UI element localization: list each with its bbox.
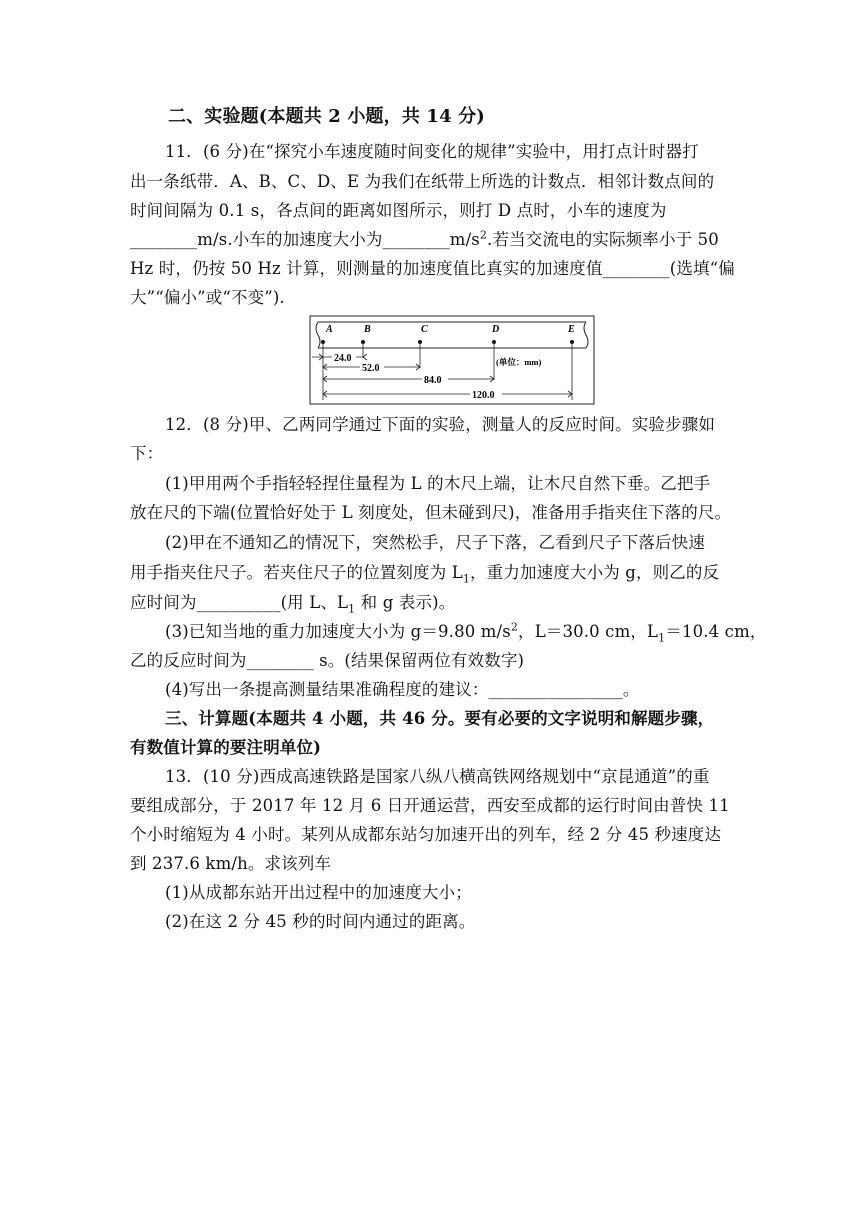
point-label-c: C bbox=[421, 324, 428, 335]
q11-line-4-part-b: .若当交流电的实际频率小于 50 bbox=[487, 230, 719, 249]
q12-step-2b-part-1: 用手指夹住尺子。若夹住尺子的位置刻度为 L bbox=[130, 563, 463, 582]
q11-line-3: 时间间隔为 0.1 s，各点间的距离如图所示，则打 D 点时，小车的速度为 bbox=[130, 201, 667, 220]
q12-step-3a-subscript: 1 bbox=[658, 631, 666, 645]
q13-line-4: 到 237.6 km/h。求该列车 bbox=[130, 854, 332, 873]
q12-step-3a-part-1: (3)已知当地的重力加速度大小为 g＝9.80 m/s bbox=[165, 622, 511, 641]
distance-ab: 24.0 bbox=[334, 353, 352, 364]
q12-line-2: 下： bbox=[130, 444, 164, 463]
q12-step-2c bbox=[130, 593, 730, 616]
q11-line-1: 11．(6 分)在“探究小车速度随时间变化的规律”实验中，用打点计时器打 bbox=[165, 142, 699, 161]
q12-step-3b: 乙的反应时间为________ s。(结果保留两位有效数字) bbox=[130, 651, 525, 670]
tape-figure bbox=[310, 316, 594, 404]
q11-line-4-superscript: 2 bbox=[479, 228, 488, 242]
q13-line-2: 要组成部分，于 2017 年 12 月 6 日开通运营，西安至成都的运行时间由普快 11 bbox=[130, 796, 730, 815]
q13-line-1: 13．(10 分)西成高速铁路是国家八纵八横高铁网络规划中“京昆通道”的重 bbox=[165, 767, 710, 786]
q12-step-1a: (1)甲用两个手指轻轻捏住量程为 L 的木尺上端，让木尺自然下垂。乙把手 bbox=[165, 474, 711, 493]
q13-step-1: (1)从成都东站开出过程中的加速度大小； bbox=[165, 883, 472, 902]
distance-ac: 52.0 bbox=[362, 363, 380, 374]
distance-ae: 120.0 bbox=[472, 390, 495, 401]
q12-line-1: 12．(8 分)甲、乙两同学通过下面的实验，测量人的反应时间。实验步骤如 bbox=[165, 415, 716, 434]
q11-line-4 bbox=[130, 230, 730, 250]
section-2-title: 二、实验题(本题共 2 小题，共 14 分) bbox=[168, 106, 485, 127]
q12-step-2c-subscript: 1 bbox=[348, 602, 356, 616]
q12-step-2c-part-1: 应时间为__________(用 L、L bbox=[130, 593, 349, 612]
point-label-e: E bbox=[568, 324, 575, 335]
q12-step-3a-part-3: ＝10.4 cm， bbox=[665, 622, 767, 641]
distance-ad: 84.0 bbox=[424, 375, 442, 386]
q11-line-2: 出一条纸带．A、B、C、D、E 为我们在纸带上所选的计数点．相邻计数点间的 bbox=[130, 172, 715, 191]
q11-line-6: 大”“偏小”或“不变”). bbox=[130, 288, 285, 307]
section-3-title-line-1: 三、计算题(本题共 4 小题，共 46 分。要有必要的文字说明和解题步骤， bbox=[165, 709, 715, 728]
q13-line-3: 个小时缩短为 4 小时。某列从成都东站匀加速开出的列车，经 2 分 45 秒速度达 bbox=[130, 825, 722, 844]
section-3-title-line-2: 有数值计算的要注明单位) bbox=[130, 738, 322, 757]
q12-step-3a bbox=[165, 620, 767, 645]
q12-step-1b: 放在尺的下端(位置恰好处于 L 刻度处，但未碰到尺)，准备用手指夹住下落的尺。 bbox=[130, 503, 732, 522]
q12-step-2c-part-2: 和 g 表示)。 bbox=[355, 593, 456, 612]
q13-step-2: (2)在这 2 分 45 秒的时间内通过的距离。 bbox=[165, 912, 476, 931]
q12-step-2a: (2)甲在不通知乙的情况下，突然松手，尺子下落，乙看到尺子下落后快速 bbox=[165, 533, 705, 552]
q12-step-2b bbox=[130, 563, 730, 586]
q12-step-2b-part-2: ，重力加速度大小为 g，则乙的反 bbox=[470, 563, 720, 582]
q11-line-4-part-a: ________m/s.小车的加速度大小为________m/s bbox=[130, 230, 480, 249]
q12-step-2b-subscript: 1 bbox=[462, 572, 471, 586]
point-label-a: A bbox=[326, 324, 333, 335]
q12-step-4: (4)写出一条提高测量结果准确程度的建议：________________。 bbox=[165, 680, 640, 699]
unit-label: (单位：mm) bbox=[496, 357, 542, 367]
q12-step-3a-part-2: ，L＝30.0 cm，L bbox=[518, 622, 659, 641]
point-label-d: D bbox=[492, 324, 500, 335]
q12-step-3a-superscript: 2 bbox=[510, 620, 519, 634]
point-label-b: B bbox=[364, 324, 371, 335]
q11-line-5: Hz 时，仍按 50 Hz 计算，则测量的加速度值比真实的加速度值________(选填“偏 bbox=[130, 259, 735, 278]
